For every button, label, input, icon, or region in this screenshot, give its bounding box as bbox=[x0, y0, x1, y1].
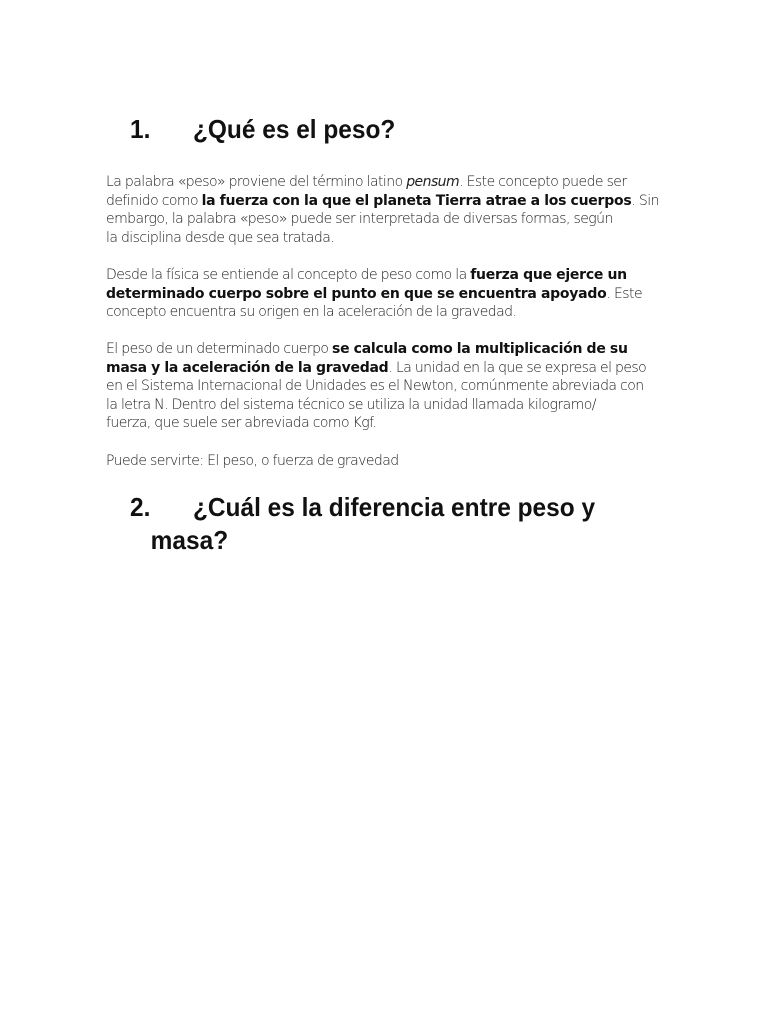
bold-text: determinado cuerpo sobre el punto en que se encuentra apoyado bbox=[106, 285, 607, 302]
section-number: 1. bbox=[130, 114, 151, 144]
text-line bbox=[106, 285, 666, 304]
text-run: . Sin bbox=[631, 192, 659, 209]
bold-text: fuerza que ejerce un bbox=[470, 267, 627, 283]
bold-text: se calcula como la multiplicación de su bbox=[332, 341, 628, 357]
text-line bbox=[106, 192, 666, 211]
bold-text: masa y la aceleración de la gravedad bbox=[106, 359, 389, 376]
text-line: la disciplina desde que sea tratada. bbox=[106, 229, 335, 246]
text-run: . Este concepto puede ser bbox=[459, 174, 627, 190]
italic-term: pensum bbox=[406, 174, 460, 190]
section-title: ¿Qué es el peso? bbox=[192, 114, 396, 144]
text-run: . La unidad en la que se expresa el peso bbox=[388, 359, 647, 376]
paragraph-related-link bbox=[106, 452, 666, 471]
text-line: embargo, la palabra «peso» puede ser interpretada de diversas formas, según bbox=[106, 211, 613, 227]
text-run: Desde la física se entiende al concepto de peso como la bbox=[106, 267, 471, 283]
related-text: Puede servirte: El peso, o fuerza de gravedad bbox=[106, 453, 399, 469]
text-line: en el Sistema Internacional de Unidades es el Newton, comúnmente abreviada con bbox=[106, 378, 644, 394]
paragraph-definition bbox=[106, 173, 666, 247]
paragraph-calculation bbox=[106, 340, 666, 433]
text-line bbox=[106, 359, 666, 378]
section-title-line-1: ¿Cuál es la diferencia entre peso y bbox=[192, 492, 596, 522]
paragraph-physics bbox=[106, 266, 666, 322]
section-number: 2. bbox=[130, 492, 151, 522]
text-line: la letra N. Dentro del sistema técnico se utiliza la unidad llamada kilogramo/ bbox=[106, 396, 596, 413]
section-heading-2 bbox=[130, 491, 656, 557]
text-run: definido como bbox=[106, 192, 202, 209]
text-line bbox=[106, 340, 666, 359]
bold-text: la fuerza con la que el planeta Tierra atrae a los cuerpos bbox=[201, 192, 632, 209]
text-run: La palabra «peso» proviene del término latino bbox=[106, 174, 407, 190]
text-run: El peso de un determinado cuerpo bbox=[106, 341, 333, 357]
text-line bbox=[106, 266, 666, 285]
text-run: . Este bbox=[606, 285, 643, 302]
text-line bbox=[106, 173, 666, 192]
text-line: concepto encuentra su origen en la aceleración de la gravedad. bbox=[106, 304, 517, 320]
section-heading-1 bbox=[130, 113, 395, 146]
text-line: fuerza, que suele ser abreviada como Kgf. bbox=[106, 415, 377, 431]
section-title-line-2: masa? bbox=[150, 525, 229, 555]
